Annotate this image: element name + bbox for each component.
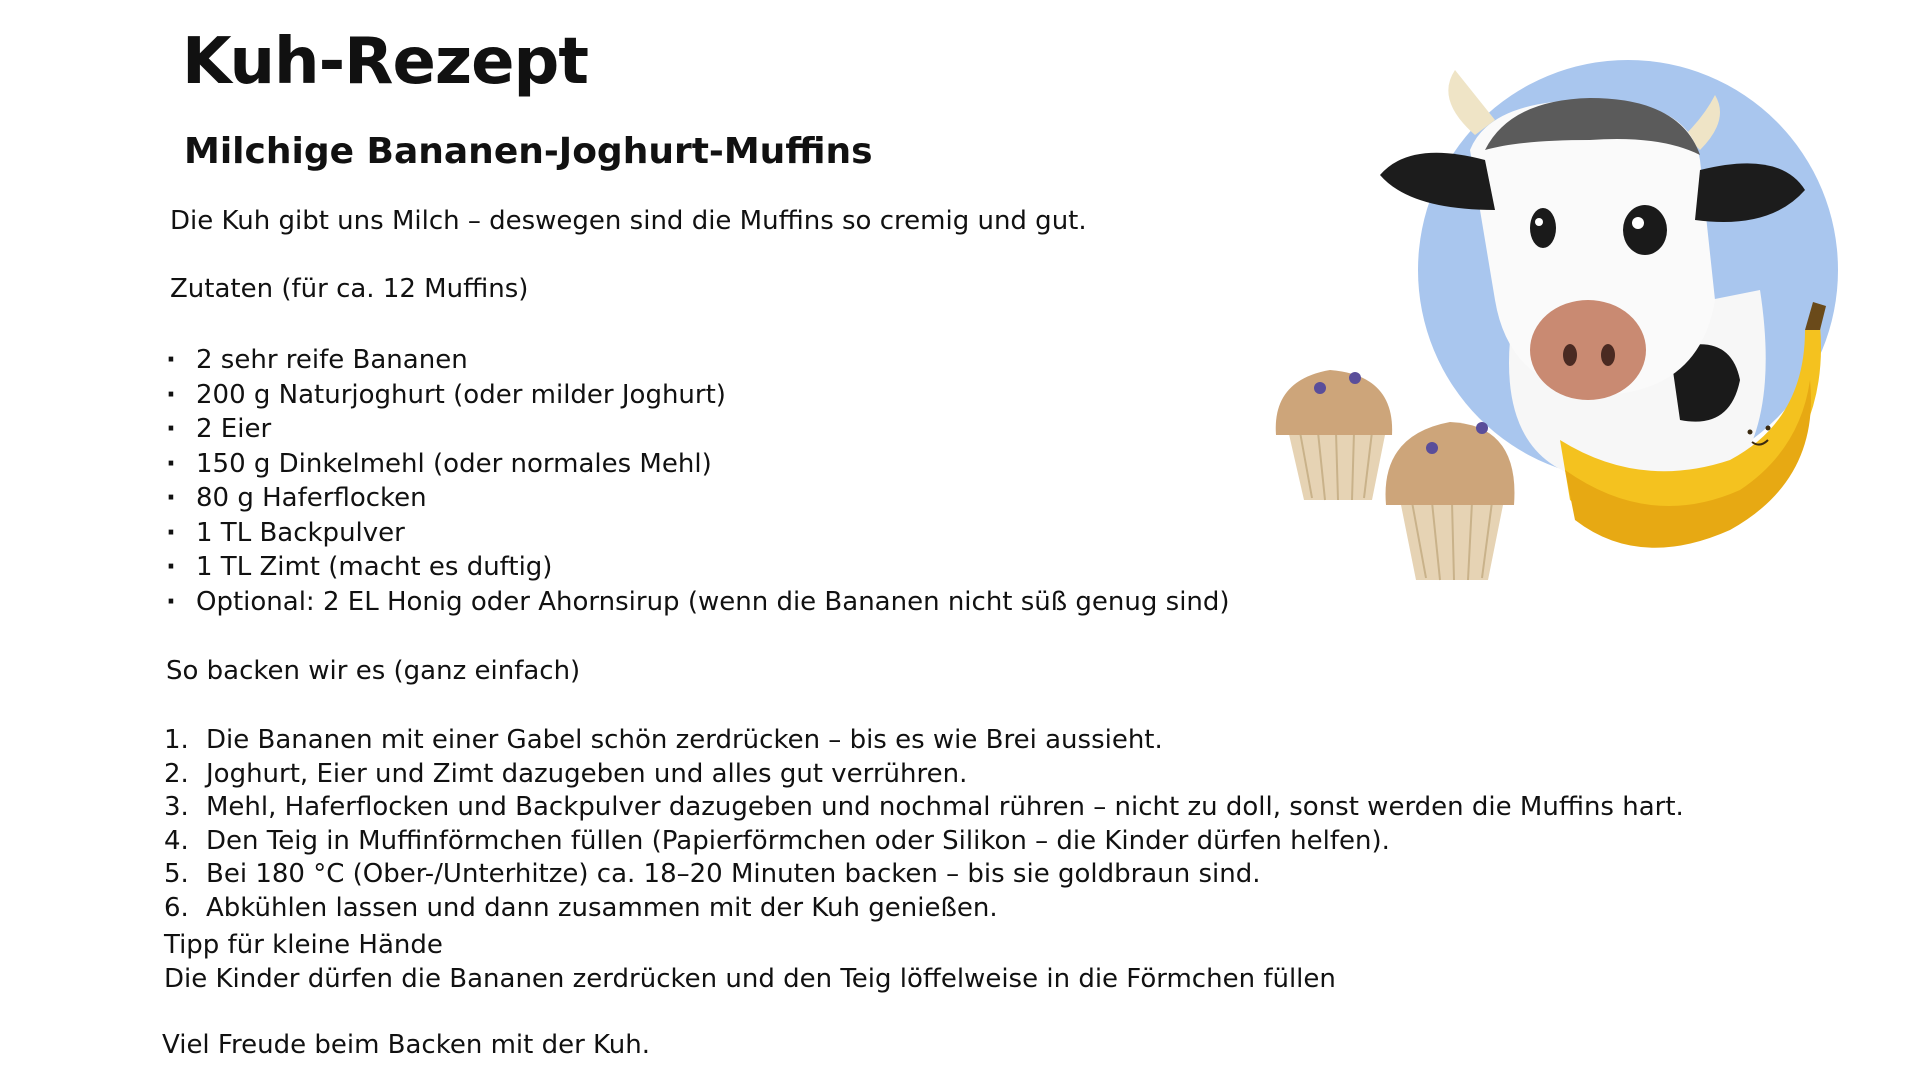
step-text: Abkühlen lassen und dann zusammen mit der Kuh genießen. xyxy=(206,892,998,923)
step-number: 4. xyxy=(164,825,189,856)
step-number: 3. xyxy=(164,792,189,822)
step-item xyxy=(164,825,1684,859)
step-item xyxy=(164,758,1684,792)
tip-text: Die Kinder dürfen die Bananen zerdrücken und den Teig löffelweise in die Förmchen füllen xyxy=(164,964,1336,994)
step-text: Joghurt, Eier und Zimt dazugeben und alles gut verrühren. xyxy=(206,758,968,789)
step-item xyxy=(164,724,1684,758)
step-number: 5. xyxy=(164,859,189,889)
muffin-icon xyxy=(1386,422,1515,580)
step-text: Den Teig in Muffinförmchen füllen (Papierförmchen oder Silikon – die Kinder dürfen helfen). xyxy=(206,825,1390,856)
step-text: Bei 180 °C (Ober-/Unterhitze) ca. 18–20 Minuten backen – bis sie goldbraun sind. xyxy=(206,859,1261,889)
closing-text: Viel Freude beim Backen mit der Kuh. xyxy=(162,1030,651,1060)
steps-heading: So backen wir es (ganz einfach) xyxy=(166,656,581,686)
ingredient-item: · Optional: 2 EL Honig oder Ahornsirup (wenn die Bananen nicht süß genug sind) xyxy=(166,585,1230,620)
step-item xyxy=(164,791,1684,825)
ingredient-item: · 200 g Naturjoghurt (oder milder Joghurt) xyxy=(166,378,1230,413)
tip-heading: Tipp für kleine Hände xyxy=(164,930,443,960)
ingredient-item: · 1 TL Backpulver xyxy=(166,516,1230,551)
ingredient-item: · 2 sehr reife Bananen xyxy=(166,343,1230,378)
ingredient-item: · 80 g Haferflocken xyxy=(166,481,1230,516)
ingredient-item: · 150 g Dinkelmehl (oder normales Mehl) xyxy=(166,447,1230,482)
step-number: 6. xyxy=(164,892,189,923)
step-number: 2. xyxy=(164,758,189,789)
step-number: 1. xyxy=(164,725,189,755)
cow-muffin-illustration xyxy=(1260,40,1840,600)
ingredients-list xyxy=(166,343,1230,619)
step-item xyxy=(164,892,1684,926)
steps-list xyxy=(164,724,1684,925)
step-text: Die Bananen mit einer Gabel schön zerdrücken – bis es wie Brei aussieht. xyxy=(206,725,1163,755)
intro-text: Die Kuh gibt uns Milch – deswegen sind die Muffins so cremig und gut. xyxy=(170,206,1087,236)
page-title: Kuh-Rezept xyxy=(182,25,588,99)
ingredient-item: · 1 TL Zimt (macht es duftig) xyxy=(166,550,1230,585)
step-text: Mehl, Haferflocken und Backpulver dazugeben und nochmal rühren – nicht zu doll, sonst werden die Muffins hart. xyxy=(206,792,1684,822)
ingredient-item: · 2 Eier xyxy=(166,412,1230,447)
ingredients-heading: Zutaten (für ca. 12 Muffins) xyxy=(170,274,529,304)
recipe-subtitle: Milchige Bananen-Joghurt-Muffins xyxy=(184,131,873,172)
step-item xyxy=(164,858,1684,892)
muffin-icon xyxy=(1276,370,1392,500)
